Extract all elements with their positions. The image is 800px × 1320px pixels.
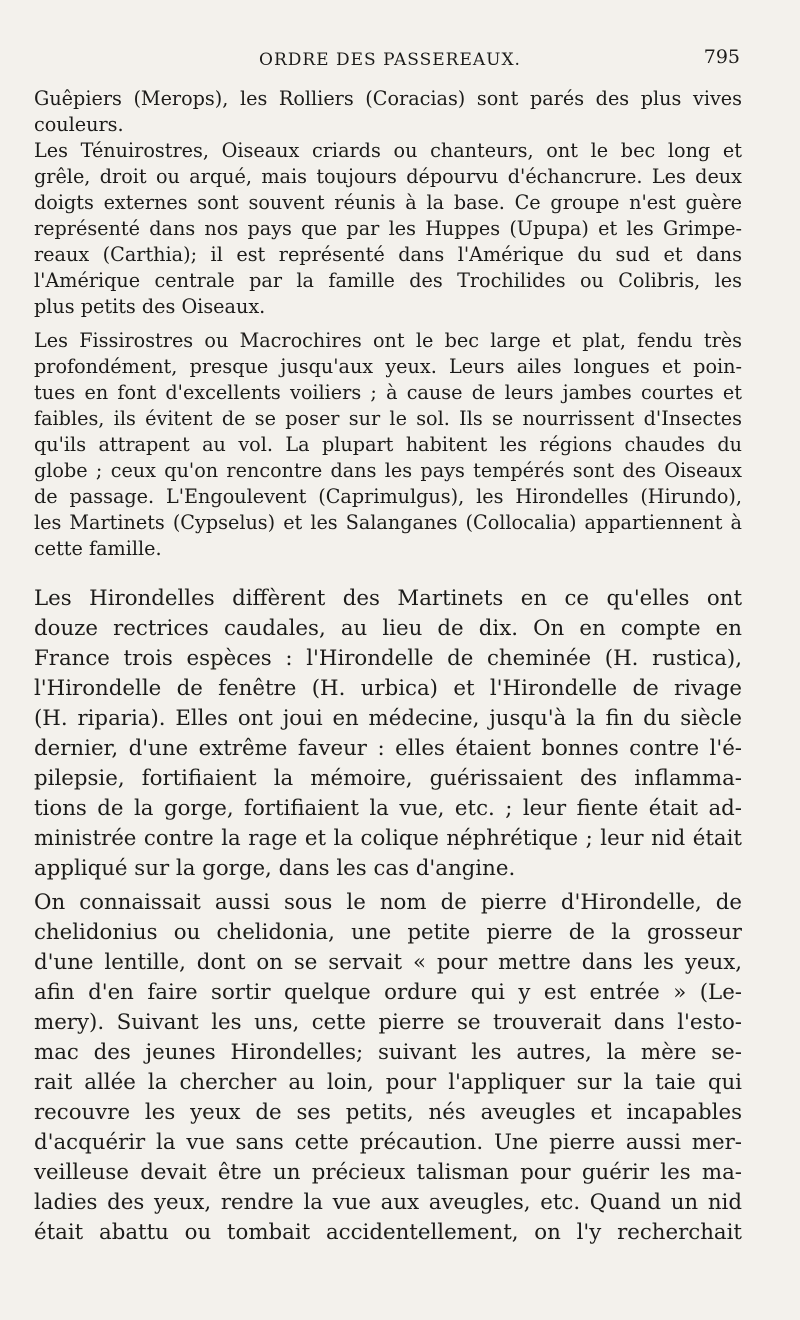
text-line: On connaissait aussi sous le nom de pierre d'Hirondelle, de — [34, 890, 742, 915]
text-line: Guêpiers (Merops), les Rolliers (Coracias) sont parés des plus vives — [34, 87, 742, 110]
text-line: ladies des yeux, rendre la vue aux aveugles, etc. Quand un nid — [34, 1190, 742, 1215]
text-line: les Martinets (Cypselus) et les Salanganes (Collocalia) appartiennent à — [34, 511, 742, 534]
text-line: mery). Suivant les uns, cette pierre se trouverait dans l'esto- — [34, 1010, 742, 1035]
text-line: appliqué sur la gorge, dans les cas d'angine. — [34, 856, 516, 881]
text-line: de passage. L'Engoulevent (Caprimulgus), les Hirondelles (Hirundo), — [34, 485, 742, 508]
text-line: plus petits des Oiseaux. — [34, 295, 266, 318]
text-line: globe ; ceux qu'on rencontre dans les pays tempérés sont des Oiseaux — [34, 459, 742, 482]
text-line: pilepsie, fortifiaient la mémoire, guérissaient des inflamma- — [34, 766, 742, 791]
text-line: Les Fissirostres ou Macrochires ont le bec large et plat, fendu très — [34, 329, 742, 352]
paragraph-tenuirostres — [34, 138, 742, 320]
text-line: Les Ténuirostres, Oiseaux criards ou chanteurs, ont le bec long et — [34, 139, 742, 162]
text-line: représenté dans nos pays que par les Huppes (Upupa) et les Grimpe- — [34, 217, 742, 240]
text-line: tions de la gorge, fortifiaient la vue, etc. ; leur fiente était ad- — [34, 796, 742, 821]
paragraph-merops — [34, 86, 742, 138]
page-header — [40, 46, 740, 80]
text-line: l'Hirondelle de fenêtre (H. urbica) et l'Hirondelle de rivage — [34, 676, 742, 701]
text-line: ministrée contre la rage et la colique néphrétique ; leur nid était — [34, 826, 742, 851]
text-line: reaux (Carthia); il est représenté dans l'Amérique du sud et dans — [34, 243, 742, 266]
text-line: chelidonius ou chelidonia, une petite pierre de la grosseur — [34, 920, 742, 945]
paragraph-gap — [34, 320, 742, 328]
text-line: dernier, d'une extrême faveur : elles étaient bonnes contre l'é- — [34, 736, 742, 761]
text-line: veilleuse devait être un précieux talisman pour guérir les ma- — [34, 1160, 742, 1185]
text-line: profondément, presque jusqu'aux yeux. Leurs ailes longues et poin- — [34, 355, 742, 378]
text-line: faibles, ils évitent de se poser sur le sol. Ils se nourrissent d'Insectes — [34, 407, 742, 430]
body-text — [34, 86, 742, 1248]
paragraph-gap — [34, 562, 742, 584]
text-line: d'une lentille, dont on se servait « pour mettre dans les yeux, — [34, 950, 742, 975]
paragraph-pierre-hirondelle — [34, 888, 742, 1248]
text-line: d'acquérir la vue sans cette précaution. Une pierre aussi mer- — [34, 1130, 742, 1155]
page-number: 795 — [703, 46, 740, 68]
text-line: qu'ils attrapent au vol. La plupart habitent les régions chaudes du — [34, 433, 742, 456]
text-line: cette famille. — [34, 537, 162, 560]
text-line: couleurs. — [34, 113, 124, 136]
text-line: doigts externes sont souvent réunis à la base. Ce groupe n'est guère — [34, 191, 742, 214]
text-line: Les Hirondelles diffèrent des Martinets en ce qu'elles ont — [34, 586, 742, 611]
text-line: rait allée la chercher au loin, pour l'appliquer sur la taie qui — [34, 1070, 742, 1095]
text-line: douze rectrices caudales, au lieu de dix. On en compte en — [34, 616, 742, 641]
text-line: mac des jeunes Hirondelles; suivant les autres, la mère se- — [34, 1040, 742, 1065]
text-line: France trois espèces : l'Hirondelle de cheminée (H. rustica), — [34, 646, 742, 671]
text-line: recouvre les yeux de ses petits, nés aveugles et incapables — [34, 1100, 742, 1125]
paragraph-hirondelles — [34, 584, 742, 884]
paragraph-fissirostres — [34, 328, 742, 562]
text-line: grêle, droit ou arqué, mais toujours dépourvu d'échancrure. Les deux — [34, 165, 742, 188]
text-line: était abattu ou tombait accidentellement, on l'y recherchait — [34, 1220, 742, 1245]
text-line: tues en font d'excellents voiliers ; à cause de leurs jambes courtes et — [34, 381, 742, 404]
text-line: (H. riparia). Elles ont joui en médecine, jusqu'à la fin du siècle — [34, 706, 742, 731]
running-title: ORDRE DES PASSEREAUX. — [259, 50, 521, 70]
text-line: afin d'en faire sortir quelque ordure qui y est entrée » (Le- — [34, 980, 742, 1005]
text-line: l'Amérique centrale par la famille des Trochilides ou Colibris, les — [34, 269, 742, 292]
